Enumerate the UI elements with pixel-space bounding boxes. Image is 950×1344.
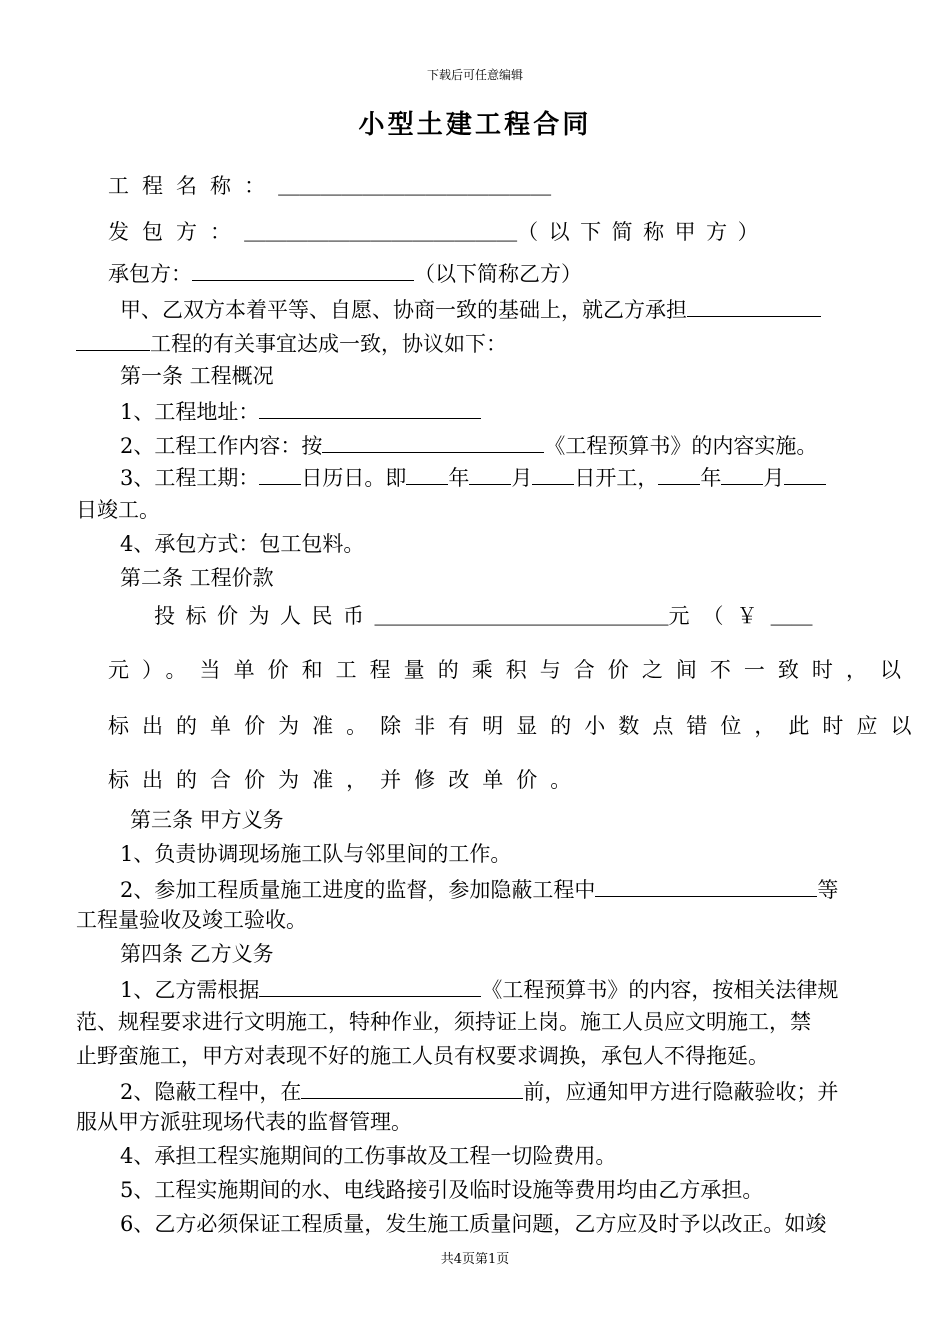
article-4-item-1-cont-2: 止野蛮施工，甲方对表现不好的施工人员有权要求调换，承包人不得拖延。	[76, 1044, 769, 1068]
article-2-title: 第二条 工程价款	[120, 566, 274, 590]
basis-suffix: 《工程预算书》的内容，按相关法律规	[481, 978, 839, 1002]
preamble-line-1	[120, 294, 821, 324]
start-year-text: 年	[448, 466, 470, 490]
employer-suffix: （以下简称甲方）	[517, 220, 770, 244]
basis-label: 1、乙方需根据	[120, 978, 260, 1002]
period-days-text: 日历日。即	[301, 466, 407, 490]
work-content-blank	[322, 430, 544, 453]
end-year-text: 年	[700, 466, 722, 490]
basis-blank	[259, 974, 481, 997]
preamble-text-2: 工程的有关事宜达成一致，协议如下：	[150, 332, 507, 356]
contractor-label: 承包方：	[108, 262, 192, 286]
contractor-blank	[192, 258, 414, 281]
start-month-text: 月	[511, 466, 533, 490]
address-blank	[259, 396, 481, 419]
article-1-item-1	[120, 396, 481, 426]
period-days-blank	[259, 462, 301, 485]
article-4-item-5: 5、工程实施期间的水、电线路接引及临时设施等费用均由乙方承担。	[120, 1178, 764, 1202]
article-4-item-1	[120, 974, 838, 1004]
supervision-text: 2、参加工程质量施工进度的监督，参加隐蔽工程中	[120, 878, 596, 902]
article-3-item-2	[120, 874, 838, 904]
article-1-title: 第一条 工程概况	[120, 364, 274, 388]
article-4-item-4: 4、承担工程实施期间的工伤事故及工程一切险费用。	[120, 1144, 617, 1168]
start-day-blank	[532, 462, 574, 485]
end-day-blank	[784, 462, 826, 485]
start-month-blank	[469, 462, 511, 485]
article-2-para-2: 元）。当单价和工程量的乘积与合价之间不一致时，以	[108, 658, 914, 682]
article-2-para-3: 标出的单价为准。除非有明显的小数点错位，此时应以	[108, 714, 925, 738]
hidden-works-label: 2、隐蔽工程中，在	[120, 1080, 302, 1104]
employer-blank: ＿＿＿＿＿＿＿＿＿＿＿＿＿	[244, 220, 518, 244]
article-2-para-1	[154, 602, 813, 630]
hidden-works-before-blank	[301, 1076, 523, 1099]
end-month-text: 月	[763, 466, 785, 490]
preamble-text-1: 甲、乙双方本着平等、自愿、协商一致的基础上，就乙方承担	[120, 298, 687, 322]
article-3-item-2-cont: 工程量验收及竣工验收。	[76, 908, 307, 932]
supervision-suffix: 等	[817, 878, 839, 902]
article-2-para-4: 标出的合价为准，并修改单价。	[108, 768, 585, 792]
work-content-suffix: 《工程预算书》的内容实施。	[544, 434, 818, 458]
document-title: 小型土建工程合同	[358, 110, 592, 140]
article-4-item-2-cont: 服从甲方派驻现场代表的监督管理。	[76, 1110, 412, 1134]
bid-price-unit: 元（￥	[668, 604, 771, 628]
hidden-works-suffix: 前，应通知甲方进行隐蔽验收；并	[523, 1080, 839, 1104]
article-3-title: 第三条 甲方义务	[130, 808, 284, 832]
project-name-line	[108, 172, 551, 200]
bid-price-blank: ＿＿＿＿＿＿＿＿＿＿＿＿＿＿	[374, 604, 669, 628]
article-3-item-1: 1、负责协调现场施工队与邻里间的工作。	[120, 842, 512, 866]
preamble-line-2	[76, 328, 507, 358]
period-label: 3、工程工期：	[120, 466, 260, 490]
employer-label: 发包方：	[108, 220, 245, 244]
hidden-works-blank	[595, 874, 817, 897]
preamble-blank-2	[76, 328, 150, 351]
project-name-label: 工程名称：	[108, 174, 279, 198]
project-name-blank: ＿＿＿＿＿＿＿＿＿＿＿＿＿	[278, 174, 552, 198]
preamble-blank	[687, 294, 821, 317]
article-4-title: 第四条 乙方义务	[120, 942, 274, 966]
article-1-item-4: 4、承包方式：包工包料。	[120, 532, 365, 556]
end-month-blank	[721, 462, 763, 485]
end-year-blank	[658, 462, 700, 485]
article-4-item-2	[120, 1076, 838, 1106]
page-footer: 共4页第1页	[440, 1252, 510, 1267]
work-content-label: 2、工程工作内容：按	[120, 434, 323, 458]
article-1-item-3-cont: 日竣工。	[76, 498, 160, 522]
bid-price-yen-blank: ＿＿	[770, 604, 813, 628]
contractor-suffix: （以下简称乙方）	[414, 262, 582, 286]
start-day-text: 日开工，	[574, 466, 659, 490]
article-1-item-3	[120, 462, 826, 492]
article-4-item-6: 6、乙方必须保证工程质量，发生施工质量问题，乙方应及时予以改正。如竣	[120, 1212, 827, 1236]
contractor-line	[108, 258, 582, 288]
article-4-item-1-cont-1: 范、规程要求进行文明施工，特种作业，须持证上岗。施工人员应文明施工，禁	[76, 1010, 811, 1034]
employer-line	[108, 218, 769, 246]
start-year-blank	[406, 462, 448, 485]
address-label: 1、工程地址：	[120, 400, 260, 424]
article-1-item-2	[120, 430, 817, 460]
bid-price-label: 投标价为人民币	[154, 604, 375, 628]
header-note: 下载后可任意编辑	[426, 68, 523, 82]
